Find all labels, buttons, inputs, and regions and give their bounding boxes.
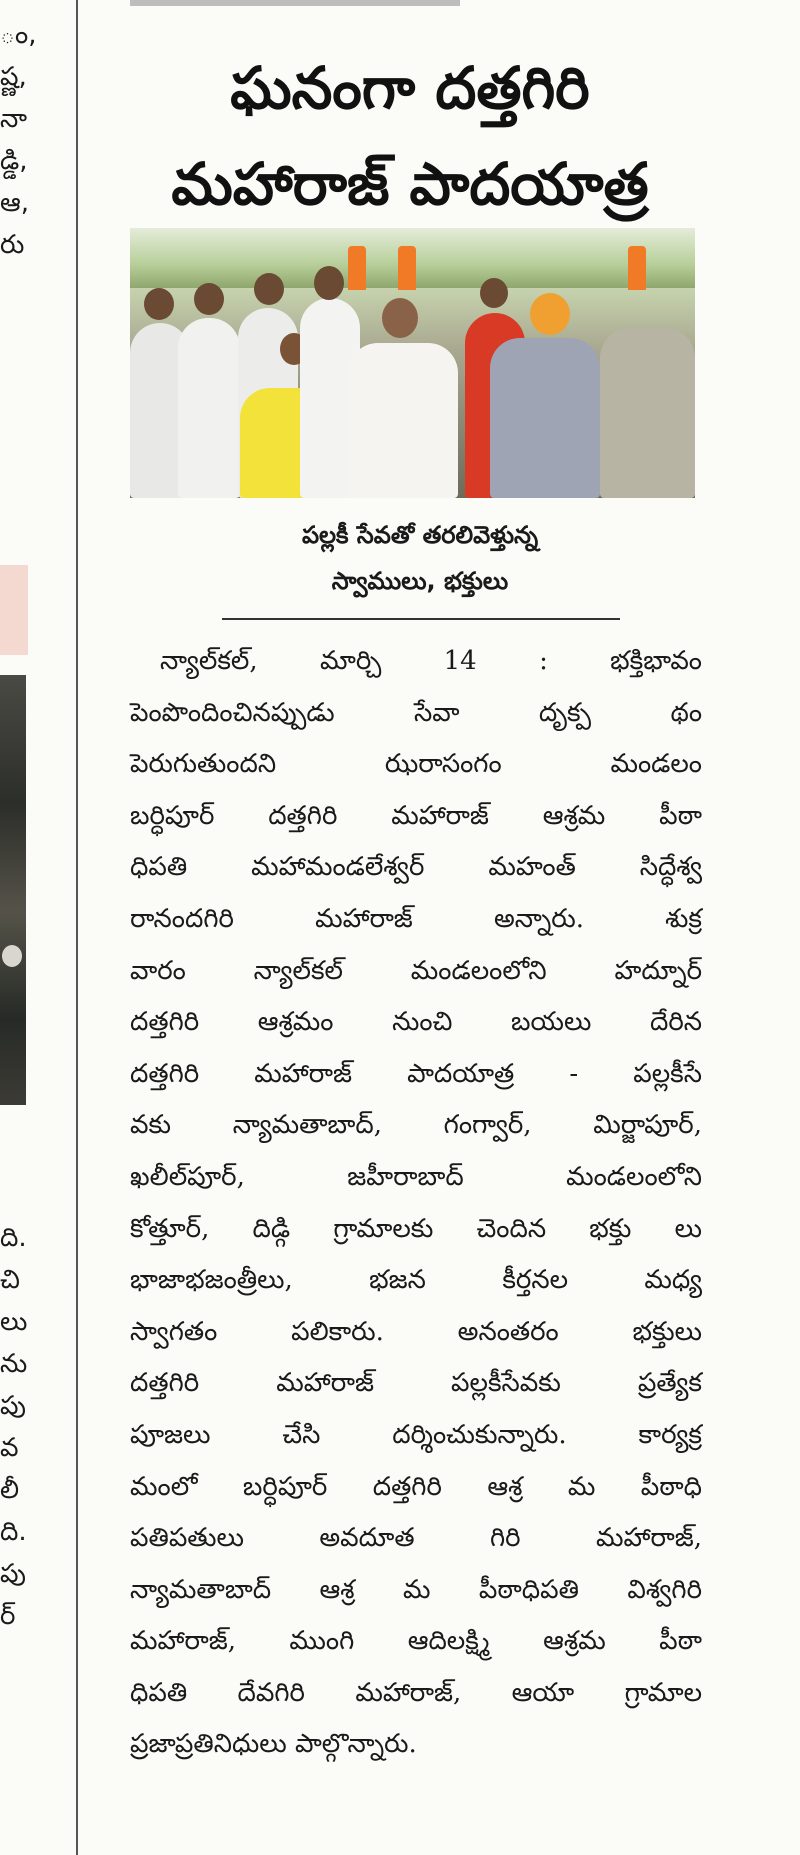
fragment-line: డ్డి, bbox=[0, 146, 28, 176]
fragment-line: ఆ, bbox=[0, 188, 30, 218]
body-line: దత్తగిరి మహారాజ్ పాదయాత్ర - పల్లకీసే bbox=[130, 1058, 702, 1089]
body-line: మహారాజ్, ముంగి ఆదిలక్ష్మి ఆశ్రమ పీఠా bbox=[130, 1626, 702, 1657]
fragment-line: రు bbox=[0, 230, 25, 260]
body-line: మంలో బర్ధిపూర్ దత్తగిరి ఆశ్ర మ పీఠాధి bbox=[130, 1471, 702, 1502]
body-line: బర్ధిపూర్ దత్తగిరి మహారాజ్ ఆశ్రమ పీఠా bbox=[130, 800, 702, 831]
fragment-line: ను bbox=[0, 1349, 28, 1379]
body-line: రానందగిరి మహారాజ్ అన్నారు. శుక్ర bbox=[130, 903, 702, 934]
body-line: వకు న్యామతాబాద్, గంగ్వార్, మిర్జాపూర్, bbox=[130, 1110, 702, 1141]
fragment-line: చి bbox=[0, 1265, 20, 1295]
body-line: భాజాభజంత్రీలు, భజన కీర్తనల మధ్య bbox=[130, 1265, 702, 1296]
fragment-line: లీ bbox=[0, 1475, 20, 1505]
headline-line: ఘనంగా దత్తగిరి bbox=[230, 54, 590, 122]
caption-underline bbox=[222, 618, 620, 620]
photo-caption bbox=[210, 512, 630, 604]
fragment-line: వ bbox=[0, 1433, 19, 1463]
fragment-line: పు bbox=[0, 1559, 26, 1589]
body-line: ధిపతి మహామండలేశ్వర్ మహంత్ సిద్ధేశ్వ bbox=[130, 852, 702, 883]
adjacent-ad-box bbox=[0, 565, 28, 655]
body-line: దత్తగిరి మహారాజ్ పల్లకీసేవకు ప్రత్యేక bbox=[130, 1368, 702, 1399]
procession-photo bbox=[130, 228, 695, 498]
body-line: వారం న్యాల్‌కల్ మండలంలోని హద్నూర్ bbox=[130, 955, 702, 986]
body-line: దత్తగిరి ఆశ్రమం నుంచి బయలు దేరిన bbox=[130, 1007, 702, 1038]
caption-line: స్వాములు, భక్తులు bbox=[331, 567, 509, 595]
article-headline bbox=[100, 40, 720, 232]
caption-line: పల్లకీ సేవతో తరలివెళ్తున్న bbox=[301, 521, 539, 549]
fragment-line: ది. bbox=[0, 1223, 27, 1253]
body-line: న్యామతాబాద్ ఆశ్ర మ పీఠాధిపతి విశ్వగిరి bbox=[130, 1574, 702, 1605]
adjacent-column bbox=[0, 0, 72, 1855]
fragment-line: ర్ bbox=[0, 1601, 16, 1631]
body-line: కోత్తూర్, దిడ్గి గ్రామాలకు చెందిన భక్తు లు bbox=[130, 1213, 702, 1244]
adjacent-column-text-bottom bbox=[0, 1225, 27, 1645]
fragment-line: ష్ణ, bbox=[0, 62, 27, 92]
body-line: న్యాల్‌కల్, మార్చి 14 : భక్తిభావం bbox=[160, 646, 702, 676]
body-line: స్వాగతం పలికారు. అనంతరం భక్తులు bbox=[130, 1316, 702, 1347]
body-line: పతిపతులు అవదూత గిరి మహారాజ్, bbox=[130, 1523, 702, 1554]
fragment-line: పు bbox=[0, 1391, 26, 1421]
fragment-line: ది. bbox=[0, 1517, 27, 1547]
fragment-line: లు bbox=[0, 1307, 28, 1337]
column-divider bbox=[76, 0, 78, 1855]
fragment-line: ం, bbox=[0, 20, 37, 50]
headline-line: మహారాజ్ పాదయాత్ర bbox=[171, 150, 649, 218]
body-line: ప్రజాప్రతినిధులు పాల్గొన్నారు. bbox=[130, 1729, 417, 1760]
article-body bbox=[130, 636, 702, 1771]
adjacent-photo bbox=[0, 675, 26, 1105]
body-line: పెరుగుతుందని ఝరాసంగం మండలం bbox=[130, 749, 702, 780]
body-line: ఖలీల్‌పూర్, జహీరాబాద్ మండలంలోని bbox=[130, 1161, 702, 1192]
body-line: పూజలు చేసి దర్శించుకున్నారు. కార్యక్ర bbox=[130, 1419, 702, 1450]
body-line: పెంపొందించినప్పుడు సేవా దృక్ప థం bbox=[130, 697, 702, 728]
cut-off-text-strip bbox=[130, 0, 460, 6]
body-line: ధిపతి దేవగిరి మహారాజ్, ఆయా గ్రామాల bbox=[130, 1677, 702, 1708]
adjacent-column-text-top bbox=[0, 22, 36, 274]
fragment-line: నా bbox=[0, 104, 28, 134]
